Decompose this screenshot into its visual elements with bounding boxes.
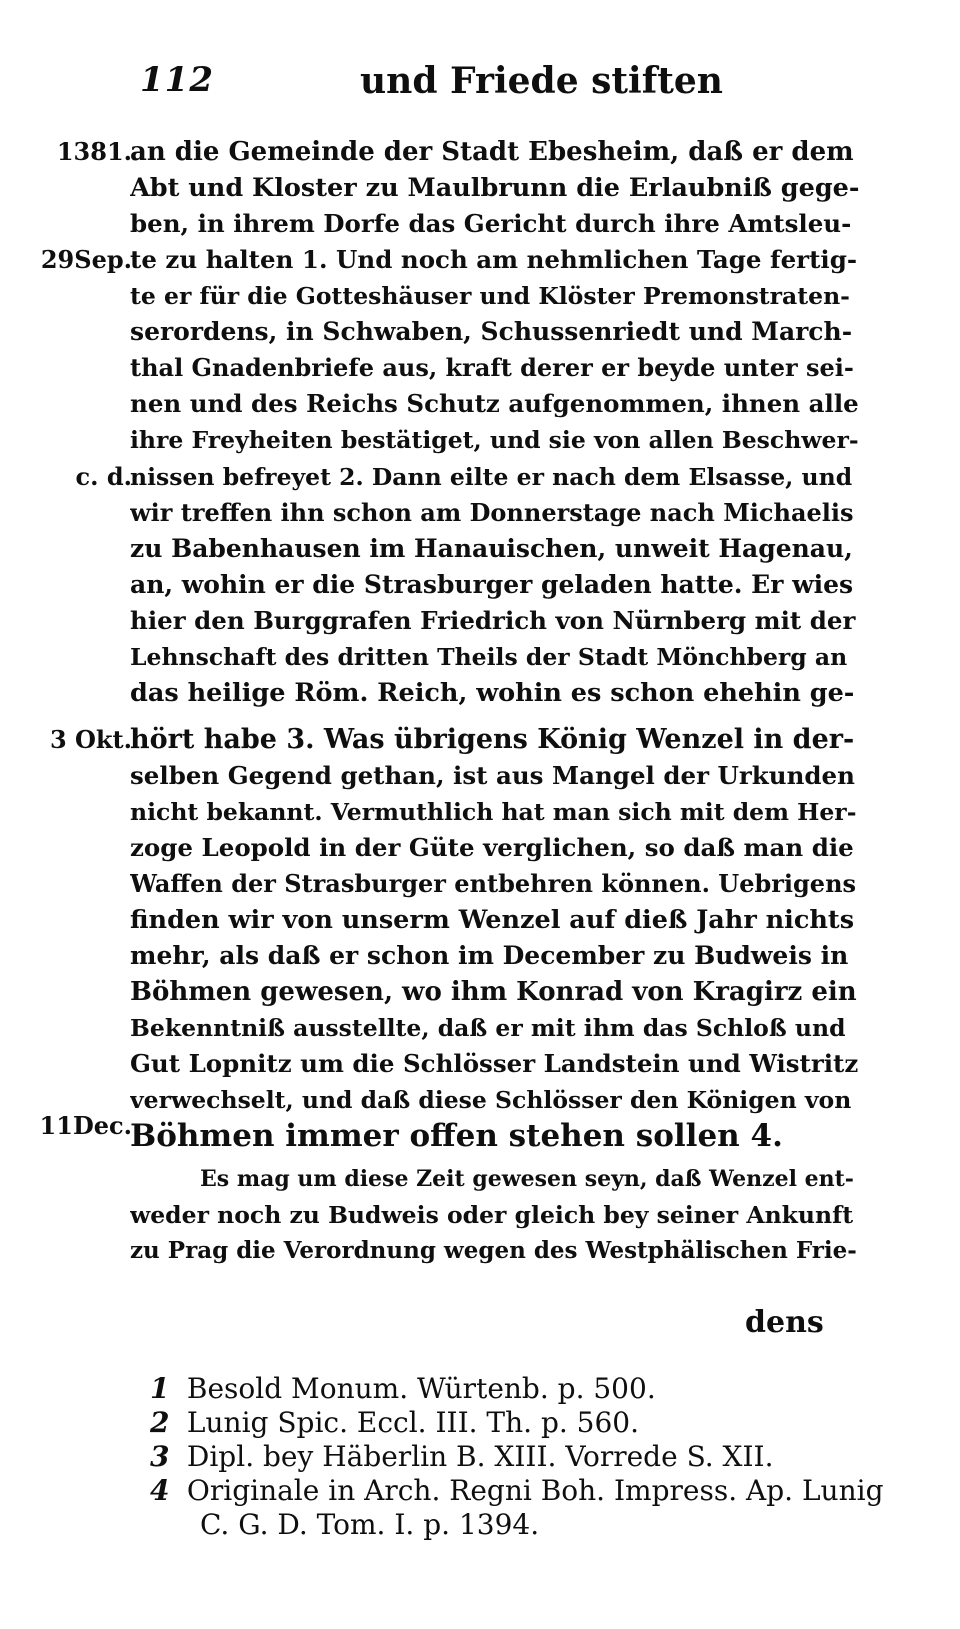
- text-line: Lehnschaft des dritten Theils der Stadt Mönchberg an: [130, 643, 848, 671]
- catchword: dens: [745, 1305, 824, 1340]
- text-line: thal Gnadenbriefe aus, kraft derer er beyde unter sei-: [130, 353, 854, 382]
- text-line: Böhmen immer offen stehen sollen 4.: [130, 1118, 783, 1154]
- text-line: nissen befreyet 2. Dann eilte er nach dem Elsasse, und: [130, 463, 853, 491]
- text-line: nen und des Reichs Schutz aufgenommen, ihnen alle: [130, 389, 859, 418]
- margin-note-year: 1381.: [56, 137, 132, 166]
- text-line: zu Prag die Verordnung wegen des Westphälischen Frie-: [130, 1237, 857, 1264]
- text-line: mehr, als daß er schon im December zu Budweis in: [130, 941, 849, 970]
- text-line: weder noch zu Budweis oder gleich bey seiner Ankunft: [130, 1201, 854, 1229]
- text-line: ihre Freyheiten bestätiget, und sie von allen Beschwer-: [130, 426, 859, 454]
- text-line: das heilige Röm. Reich, wohin es schon ehehin ge-: [130, 678, 855, 708]
- footnote-number: 2: [150, 1406, 170, 1439]
- text-line: ben, in ihrem Dorfe das Gericht durch ihre Amtsleu-: [130, 209, 852, 238]
- text-line: wir treffen ihn schon am Donnerstage nach Michaelis: [130, 498, 854, 527]
- margin-note-date: 3 Okt.: [49, 725, 132, 754]
- text-line: an, wohin er die Strasburger geladen hatte. Er wies: [130, 570, 854, 599]
- text-line: finden wir von unserm Wenzel auf dieß Jahr nichts: [130, 905, 855, 935]
- text-line: verwechselt, und daß diese Schlösser den Königen von: [130, 1086, 852, 1114]
- text-line: Böhmen gewesen, wo ihm Konrad von Kragirz ein: [130, 977, 857, 1007]
- footnote-number: 1: [150, 1372, 170, 1405]
- footnote-continuation: C. G. D. Tom. I. p. 1394.: [200, 1508, 540, 1541]
- text-line: te zu halten 1. Und noch am nehmlichen Tage fertig-: [130, 245, 857, 274]
- text-line: selben Gegend gethan, ist aus Mangel der Urkunden: [130, 761, 855, 790]
- text-line: hier den Burggrafen Friedrich von Nürnberg mit der: [130, 606, 856, 635]
- text-line: Es mag um diese Zeit gewesen seyn, daß Wenzel ent-: [200, 1166, 854, 1192]
- footnote: [150, 1406, 910, 1440]
- footnote: [150, 1440, 910, 1474]
- footnote-text: Besold Monum. Würtenb. p. 500.: [186, 1372, 656, 1405]
- footnote-text: Originale in Arch. Regni Boh. Impress. Ap. Lunig: [186, 1474, 884, 1507]
- text-line: Abt und Kloster zu Maulbrunn die Erlaubniß gege-: [130, 173, 860, 203]
- margin-note-date: 11Dec.: [39, 1111, 132, 1140]
- footnote: [150, 1474, 910, 1508]
- text-line: Gut Lopnitz um die Schlösser Landstein und Wistritz: [130, 1049, 859, 1078]
- text-line: nicht bekannt. Vermuthlich hat man sich mit dem Her-: [130, 798, 857, 826]
- text-line: Bekenntniß ausstellte, daß er mit ihm das Schloß und: [130, 1014, 846, 1042]
- text-line: zu Babenhausen im Hanauischen, unweit Hagenau,: [130, 534, 853, 563]
- running-title: und Friede stiften: [360, 60, 723, 102]
- footnote-text: Lunig Spic. Eccl. III. Th. p. 560.: [186, 1406, 640, 1439]
- text-line: hört habe 3. Was übrigens König Wenzel in der-: [130, 724, 855, 755]
- text-line: serordens, in Schwaben, Schussenriedt und March-: [130, 317, 853, 346]
- footnote-text: Dipl. bey Häberlin B. XIII. Vorrede S. XII.: [186, 1440, 774, 1473]
- footnote-number: 3: [150, 1440, 170, 1473]
- text-line: te er für die Gotteshäuser und Klöster Premonstraten-: [130, 282, 850, 310]
- margin-note-date: 29Sep.: [40, 245, 132, 274]
- footnote-number: 4: [150, 1474, 170, 1507]
- footnote: [150, 1372, 910, 1406]
- text-line: Waffen der Strasburger entbehren können. Uebrigens: [130, 869, 857, 898]
- text-line: zoge Leopold in der Güte verglichen, so daß man die: [130, 833, 854, 862]
- margin-note-cd: c. d.: [75, 462, 132, 491]
- page-number: 112: [140, 60, 214, 100]
- text-line: an die Gemeinde der Stadt Ebesheim, daß er dem: [130, 137, 854, 167]
